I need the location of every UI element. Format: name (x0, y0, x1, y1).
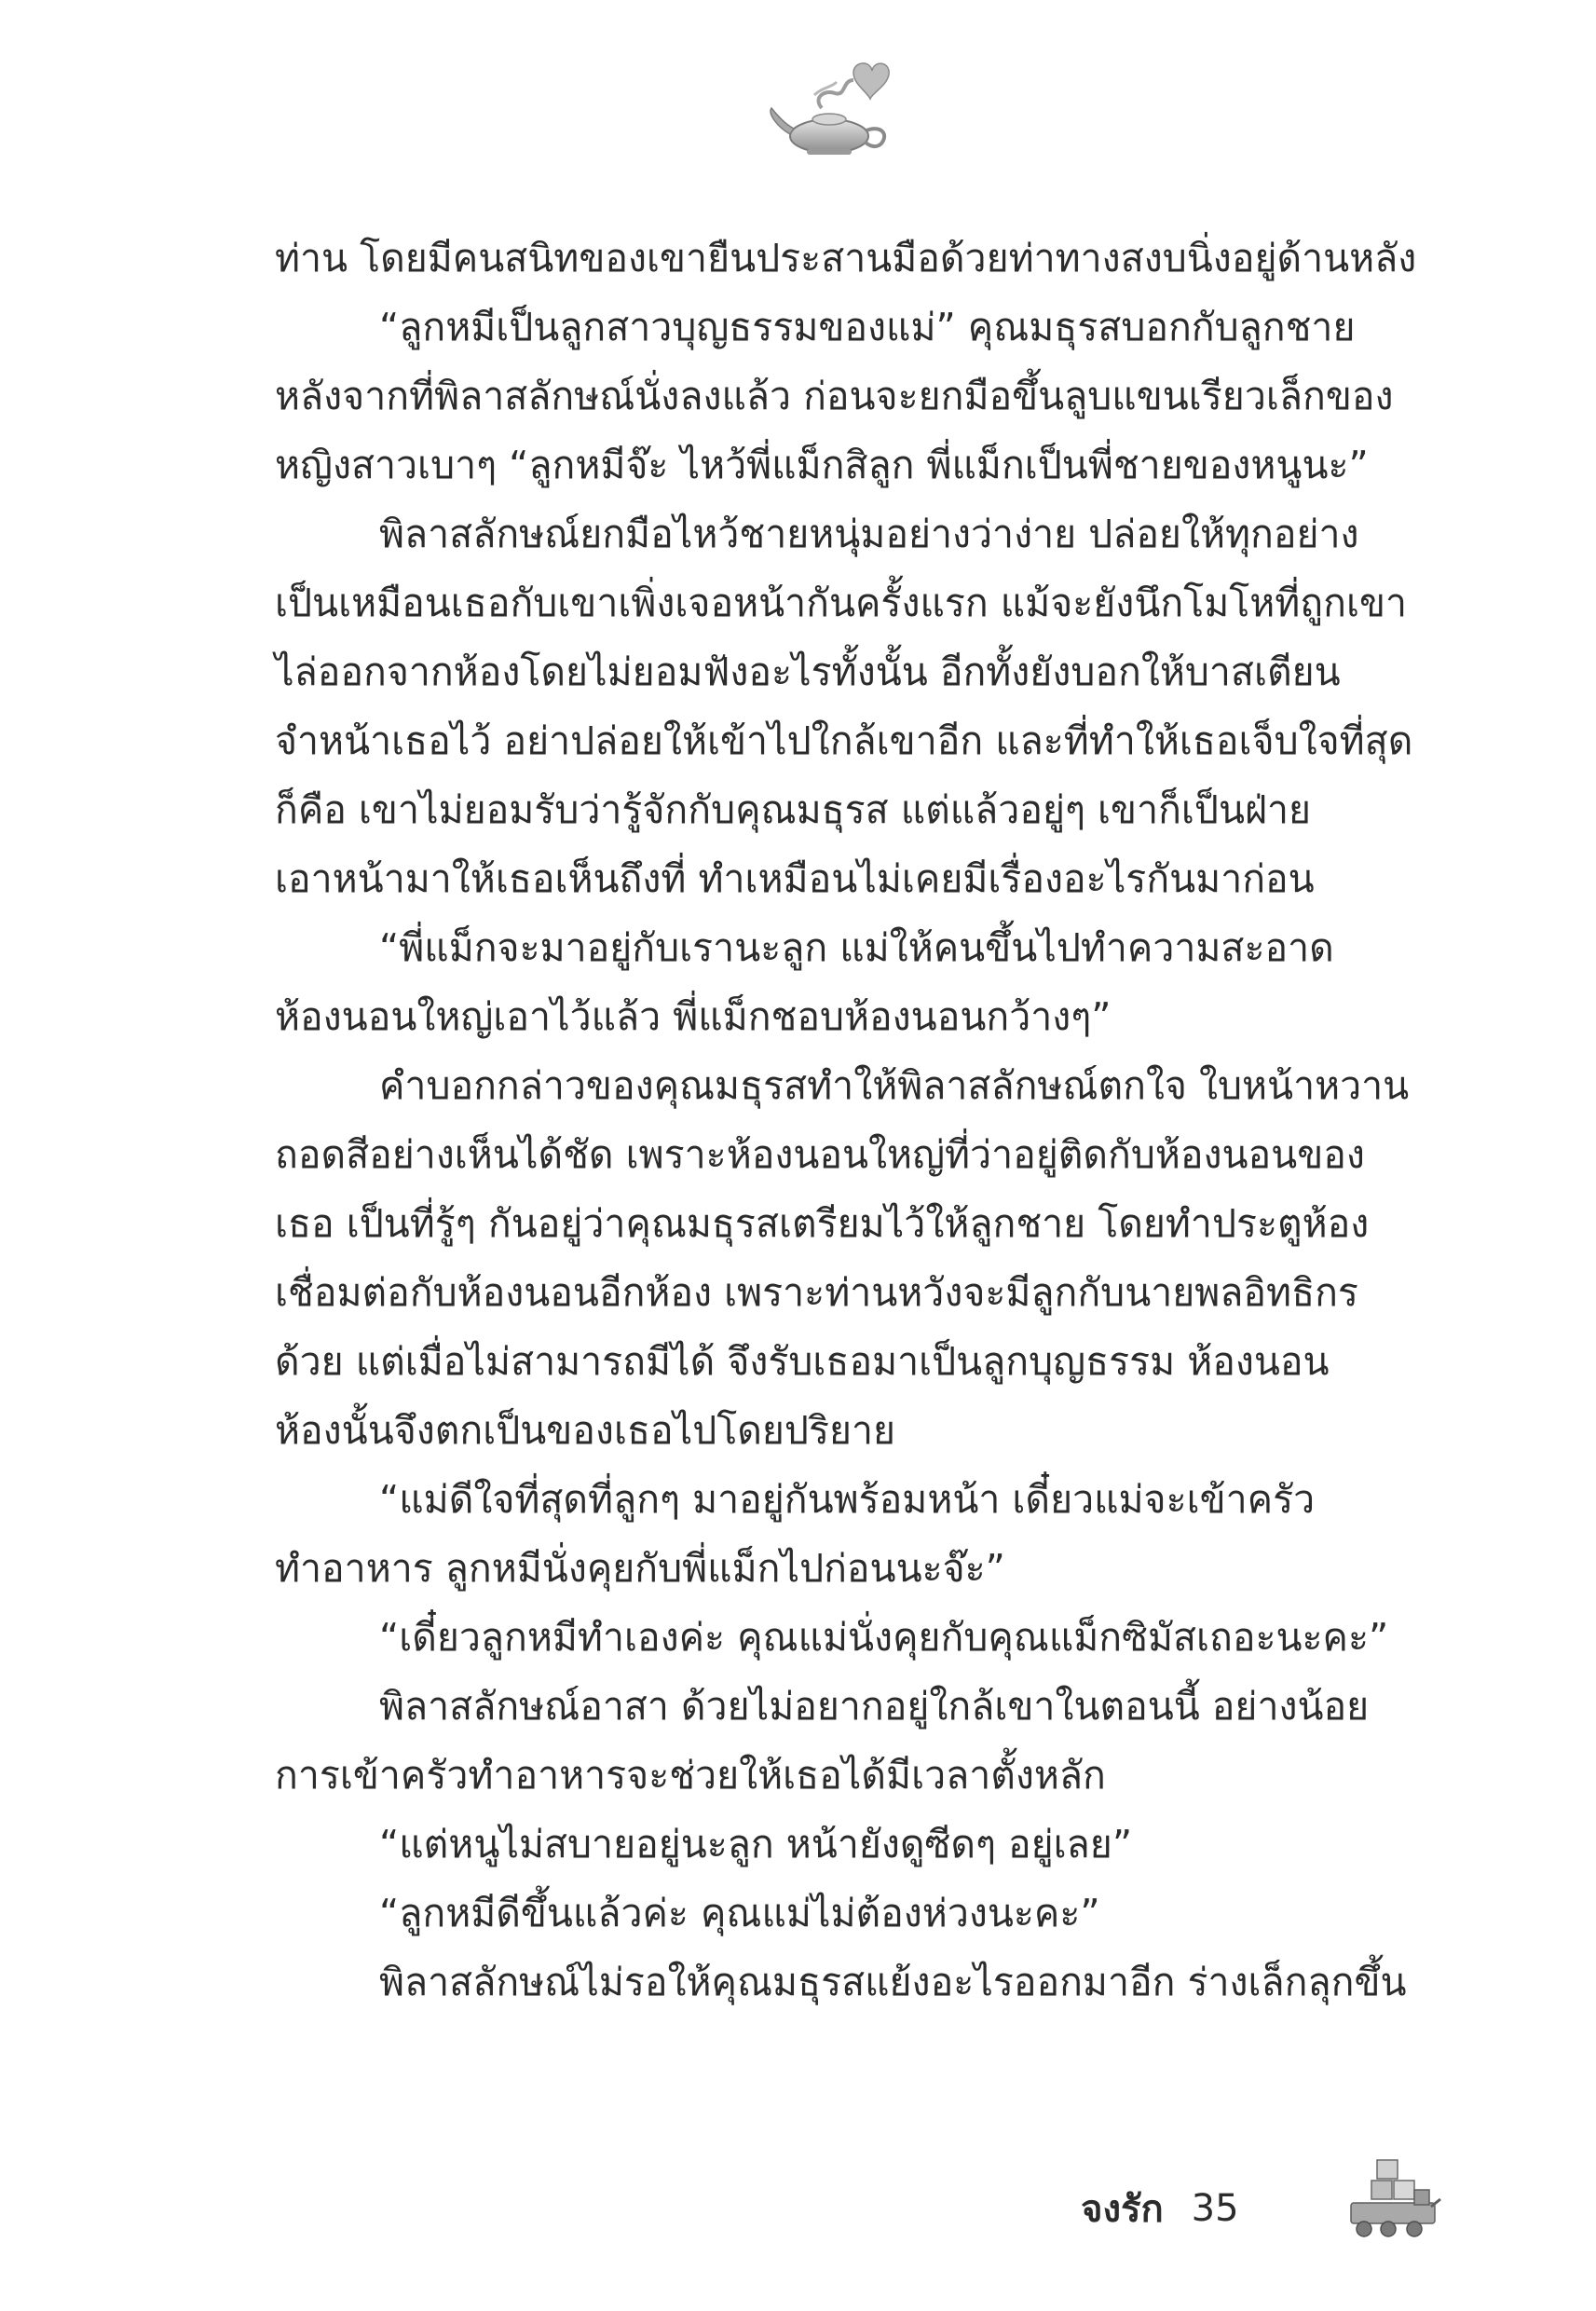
text-line: “แม่ดีใจที่สุดที่ลูกๆ มาอยู่กันพร้อมหน้า เดี๋ยวแม่จะเข้าครัว (379, 1477, 1316, 1522)
text-line: หลังจากที่พิลาสลักษณ์นั่งลงแล้ว ก่อนจะยกมือขึ้นลูบแขนเรียวเล็กของ (275, 374, 1394, 418)
text-line: พิลาสลักษณ์ยกมือไหว้ชายหนุ่มอย่างว่าง่าย ปล่อยให้ทุกอย่าง (379, 512, 1359, 556)
text-line: “เดี๋ยวลูกหมีทำเองค่ะ คุณแม่นั่งคุยกับคุณแม็กซิมัสเถอะนะคะ” (379, 1615, 1389, 1660)
text-line: ห้องนอนใหญ่เอาไว้แล้ว พี่แม็กชอบห้องนอนกว้างๆ” (275, 994, 1112, 1039)
text-line: ห้องนั้นจึงตกเป็นของเธอไปโดยปริยาย (275, 1408, 896, 1453)
text-line: ทำอาหาร ลูกหมีนั่งคุยกับพี่แม็กไปก่อนนะจ๊ะ” (275, 1546, 1005, 1591)
text-line: เอาหน้ามาให้เธอเห็นถึงที่ ทำเหมือนไม่เคยมีเรื่องอะไรกันมาก่อน (275, 856, 1315, 901)
text-line: ไล่ออกจากห้องโดยไม่ยอมฟังอะไรทั้งนั้น อีกทั้งยังบอกให้บาสเตียน (275, 650, 1341, 694)
text-line: การเข้าครัวทำอาหารจะช่วยให้เธอได้มีเวลาตั้งหลัก (275, 1753, 1106, 1798)
text-line: หญิงสาวเบาๆ “ลูกหมีจ๊ะ ไหว้พี่แม็กสิลูก พี่แม็กเป็นพี่ชายของหนูนะ” (275, 443, 1369, 487)
toy-train-blocks-icon (1342, 2153, 1444, 2246)
text-line: “ลูกหมีดีขึ้นแล้วค่ะ คุณแม่ไม่ต้องห่วงนะคะ” (379, 1891, 1100, 1935)
text-line: “พี่แม็กจะมาอยู่กับเรานะลูก แม่ให้คนขึ้นไปทำความสะอาด (379, 925, 1334, 970)
text-line: เป็นเหมือนเธอกับเขาเพิ่งเจอหน้ากันครั้งแรก แม้จะยังนึกโมโหที่ถูกเขา (275, 581, 1408, 625)
text-line: จำหน้าเธอไว้ อย่าปล่อยให้เข้าไปใกล้เขาอีก และที่ทำให้เธอเจ็บใจที่สุด (275, 718, 1413, 763)
text-line: “แต่หนูไม่สบายอยู่นะลูก หน้ายังดูซีดๆ อยู่เลย” (379, 1822, 1133, 1867)
text-line: เธอ เป็นที่รู้ๆ กันอยู่ว่าคุณมธุรสเตรียมไว้ให้ลูกชาย โดยทำประตูห้อง (275, 1201, 1370, 1246)
teapot-heart-ornament-icon (757, 52, 906, 164)
text-line: ก็คือ เขาไม่ยอมรับว่ารู้จักกับคุณมธุรส แต่แล้วอยู่ๆ เขาก็เป็นฝ่าย (275, 787, 1312, 832)
page-footer (1081, 2181, 1239, 2236)
text-line: ด้วย แต่เมื่อไม่สามารถมีได้ จึงรับเธอมาเป็นลูกบุญธรรม ห้องนอน (275, 1339, 1330, 1384)
text-line: ถอดสีอย่างเห็นได้ชัด เพราะห้องนอนใหญ่ที่ว่าอยู่ติดกับห้องนอนของ (275, 1132, 1365, 1177)
book-title: จงรัก (1081, 2188, 1164, 2231)
text-line: “ลูกหมีเป็นลูกสาวบุญธรรมของแม่” คุณมธุรสบอกกับลูกชาย (379, 305, 1356, 349)
body-text (275, 224, 1417, 2017)
page-number: 35 (1191, 2187, 1239, 2230)
text-line: พิลาสลักษณ์ไม่รอให้คุณมธุรสแย้งอะไรออกมาอีก ร่างเล็กลุกขึ้น (379, 1960, 1407, 2004)
text-line: คำบอกกล่าวของคุณมธุรสทำให้พิลาสลักษณ์ตกใจ ใบหน้าหวาน (379, 1063, 1410, 1108)
text-line: ท่าน โดยมีคนสนิทของเขายืนประสานมือด้วยท่าทางสงบนิ่งอยู่ด้านหลัง (275, 236, 1417, 280)
text-line: พิลาสลักษณ์อาสา ด้วยไม่อยากอยู่ใกล้เขาในตอนนี้ อย่างน้อย (379, 1684, 1370, 1729)
text-line: เชื่อมต่อกับห้องนอนอีกห้อง เพราะท่านหวังจะมีลูกกับนายพลอิทธิกร (275, 1270, 1358, 1315)
